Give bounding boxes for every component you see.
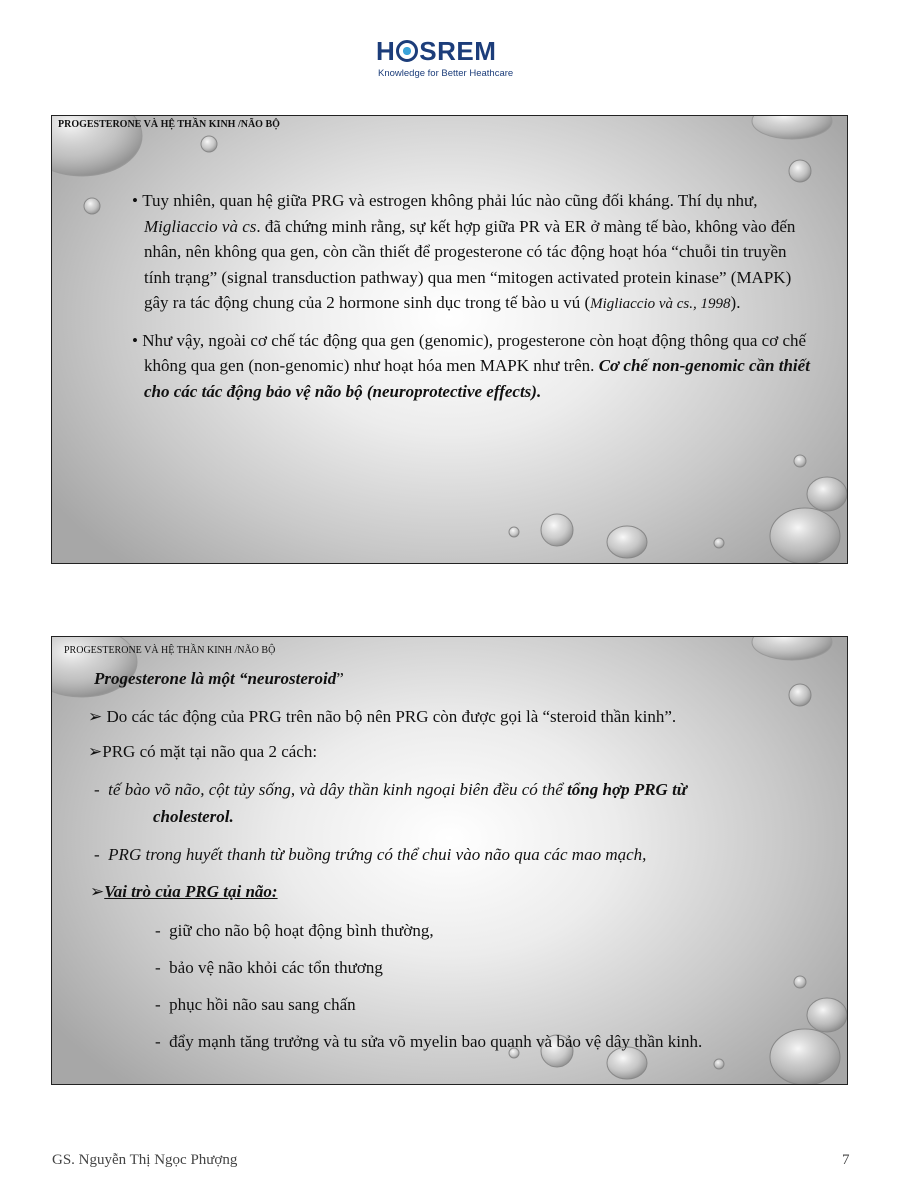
citation: Migliaccio và cs., 1998 — [590, 296, 731, 312]
emphasis-text: cholesterol. — [153, 807, 234, 826]
dash-item — [94, 780, 687, 800]
role-text: đẩy mạnh tăng trưởng và tu sửa võ myelin bao quanh và bảo vệ dây thần kinh. — [169, 1032, 703, 1051]
logo-globe-icon — [396, 40, 418, 62]
hosrem-logo — [376, 36, 526, 88]
role-item: - giữ cho não bộ hoạt động bình thường, — [155, 921, 434, 940]
text-run: ). — [730, 293, 741, 312]
bullet-paragraph: • Tuy nhiên, quan hệ giữa PRG và estrogen không phải lúc nào cũng đối kháng. Thí dụ như, Migliaccio và cs. đã chứng minh rằng, sự kết hợp giữa PR và ER ở màng tế bào, không vào đến nhân, nên không qua gen, còn cần thiết để progesterone có tác động hoạt hóa “chuỗi tin truyền tính trạng” (signal transduction pathway) qua men “mitogen activated protein kinase” (MAPK) gây ra tác động chung của 2 hormone sinh dục trong tế bào u vú (Migliaccio và cs., 1998). — [132, 191, 796, 312]
slide-2 — [51, 636, 848, 1085]
title-text: ” — [336, 669, 344, 688]
role-text: giữ cho não bộ hoạt động bình thường, — [169, 921, 434, 940]
role-text: phục hồi não sau sang chấn — [169, 995, 356, 1014]
text-run: Tuy nhiên, quan hệ giữa PRG và estrogen không phải lúc nào cũng đối kháng. Thí dụ như, — [142, 191, 758, 210]
arrow-item: ➢ Do các tác động của PRG trên não bộ nên PRG còn được gọi là “steroid thần kinh”. — [88, 707, 677, 726]
item-text: PRG có mặt tại não qua 2 cách: — [102, 742, 318, 761]
slide-2-title — [94, 669, 344, 689]
dash-marker: - — [94, 780, 100, 799]
dash-marker: - — [94, 845, 100, 864]
dash-item-continuation — [153, 807, 234, 827]
slide-1-header: PROGESTERONE VÀ HỆ THẦN KINH /NÃO BỘ — [58, 119, 280, 130]
role-item: - bảo vệ não khỏi các tổn thương — [155, 958, 383, 977]
emphasis-text: Cơ chế non-genomic cần thiết cho các tác động bảo vệ não bộ (neuroprotective effects). — [144, 356, 810, 401]
role-item: - phục hồi não sau sang chấn — [155, 995, 356, 1014]
emphasis-text: tổng hợp PRG từ — [567, 780, 687, 799]
dash-item — [94, 845, 646, 865]
role-text: bảo vệ não khỏi các tổn thương — [169, 958, 383, 977]
arrow-item: ➢Vai trò của PRG tại não: — [90, 882, 278, 901]
text-run: . đã chứng minh rằng, sự kết hợp giữa PR và ER ở màng tế bào, không vào đến nhân, nên không qua gen, còn cần thiết để progesterone có tác động hoạt hóa “chuỗi tin truyền tính trạng” (signal transduction pathway) qua men “mitogen activated protein kinase” (MAPK) gây ra tác động chung của 2 hormone sinh dục trong tế bào u vú ( — [144, 216, 796, 312]
slide-1 — [51, 115, 848, 564]
item-text: tế bào võ não, cột tủy sống, và dây thần kinh ngoại biên đều có thể — [108, 780, 568, 799]
text-run: Như vậy, ngoài cơ chế tác động qua gen (genomic), progesterone còn hoạt động thông qua cơ chế không qua gen (non-genomic) như hoạt hóa men MAPK như trên. — [142, 330, 807, 375]
item-text: PRG trong huyết thanh từ buồng trứng có thể chui vào não qua các mao mạch, — [108, 845, 647, 864]
slide-2-header: PROGESTERONE VÀ HỆ THẦN KINH /NÃO BỘ — [64, 645, 276, 656]
logo-tagline: Knowledge for Better Heathcare — [378, 68, 514, 79]
citation: Migliaccio và cs — [144, 216, 257, 236]
item-text: Do các tác động của PRG trên não bộ nên PRG còn được gọi là “steroid thần kinh”. — [106, 707, 677, 726]
page-number: 7 — [842, 1152, 850, 1168]
logo-wordmark: H SREM — [376, 36, 497, 66]
bullet-paragraph: • Như vậy, ngoài cơ chế tác động qua gen (genomic), progesterone còn hoạt động thông qua cơ chế không qua gen (non-genomic) như hoạt hóa men MAPK như trên. Cơ chế non-genomic cần thiết cho các tác động bảo vệ não bộ (neuroprotective effects). — [132, 330, 810, 401]
footer-author: GS. Nguyễn Thị Ngọc Phượng — [52, 1152, 238, 1168]
arrow-item: ➢PRG có mặt tại não qua 2 cách: — [88, 742, 318, 761]
title-text: Progesterone là một “neurosteroid — [94, 669, 337, 688]
role-item: - đẩy mạnh tăng trưởng và tu sửa võ myelin bao quanh và bảo vệ dây thần kinh. — [155, 1032, 703, 1051]
slide-1-body — [132, 188, 812, 404]
section-heading: Vai trò của PRG tại não: — [104, 882, 278, 901]
